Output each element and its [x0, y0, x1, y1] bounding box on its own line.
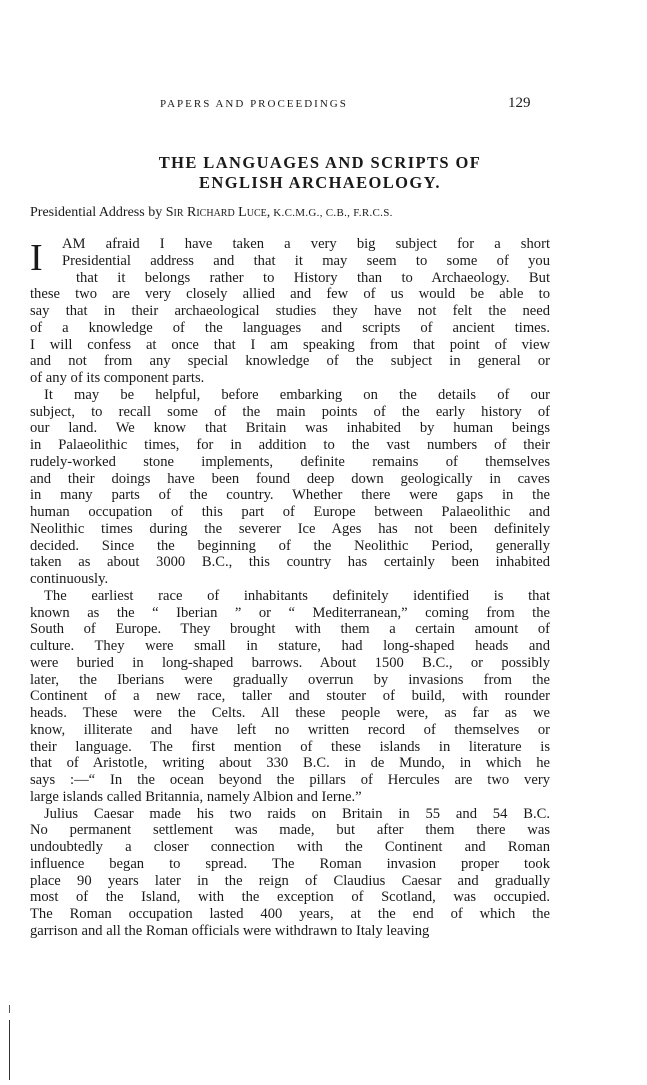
body-line: know, illiterate and have left no written record of themselves or [30, 721, 550, 738]
margin-mark [9, 1005, 10, 1013]
body-line: rudely-worked stone implements, definite remains of themselves [30, 453, 550, 470]
body-line: known as the “ Iberian ” or “ Mediterranean,” coming from the [30, 604, 550, 621]
byline-author: Sir Richard Luce, [165, 205, 271, 220]
body-line: heads. These were the Celts. All these people were, as far as we [30, 705, 550, 721]
body-line: these two are very closely allied and few of us would be able to [30, 286, 550, 303]
body-line: Presidential address and that it may seem to some of you [62, 252, 550, 269]
body-line: our land. We know that Britain was inhabited by human beings [30, 420, 550, 437]
body-line: say that in their archaeological studies they have not felt the need [30, 303, 550, 319]
title-line-1: THE LANGUAGES AND SCRIPTS OF [158, 153, 482, 172]
body-line: in many parts of the country. Whether there were gaps in the [30, 487, 550, 504]
body-line: says :—“ In the ocean beyond the pillars of Hercules are two very [30, 772, 550, 788]
body-line: in Palaeolithic times, for in addition to the vast numbers of their [30, 437, 550, 453]
body-line: and not from any special knowledge of the subject in general or [30, 353, 550, 370]
body-line: influence began to spread. The Roman invasion proper took [30, 855, 550, 872]
body-line: The Roman occupation lasted 400 years, at the end of which the [30, 906, 550, 922]
body-line: Neolithic times during the severer Ice Ages has not been definitely [30, 520, 550, 537]
title-line-2: ENGLISH ARCHAEOLOGY. [199, 173, 441, 192]
body-line: Continent of a new race, taller and stouter of build, with rounder [30, 688, 550, 705]
body-line: Julius Caesar made his two raids on Britain in 55 and 54 B.C. [44, 805, 550, 822]
byline [30, 205, 590, 221]
body-line: decided. Since the beginning of the Neolithic Period, generally [30, 537, 550, 554]
body-line: were buried in long-shaped barrows. About 1500 B.C., or possibly [30, 654, 550, 671]
byline-prefix: Presidential Address by [30, 205, 166, 220]
body-line: human occupation of this part of Europe between Palaeolithic and [30, 504, 550, 520]
page-number: 129 [508, 95, 531, 111]
body-line: of any of its component parts. [30, 370, 205, 386]
body-line: South of Europe. They brought with them a certain amount of [30, 621, 550, 638]
body-line: and their doings have been found deep down geologically in caves [30, 470, 550, 487]
body-line: place 90 years later in the reign of Claudius Caesar and gradually [30, 872, 550, 889]
body-line: undoubtedly a closer connection with the Continent and Roman [30, 839, 550, 855]
body-line: garrison and all the Roman officials were withdrawn to Italy leaving [30, 922, 430, 939]
body-line: continuously. [30, 571, 109, 587]
drop-cap: I [30, 237, 43, 279]
margin-rule [9, 1020, 10, 1080]
body-line: most of the Island, with the exception of Scotland, was occupied. [30, 889, 550, 906]
body-line: taken as about 3000 B.C., this country has certainly been inhabited [30, 554, 550, 571]
body-line: their language. The first mention of these islands in literature is [30, 738, 550, 755]
body-line: AM afraid I have taken a very big subject for a short [62, 236, 550, 252]
body-line: I will confess at once that I am speaking from that point of view [30, 336, 550, 353]
body-line: later, the Iberians were gradually overrun by invasions from the [30, 671, 550, 688]
body-line: It may be helpful, before embarking on the details of our [44, 386, 550, 403]
body-line: The earliest race of inhabitants definitely identified is that [44, 587, 550, 604]
running-head: PAPERS AND PROCEEDINGS [160, 98, 348, 110]
body-line: large islands called Britannia, namely Albion and Ierne.” [30, 788, 362, 805]
body-line: No permanent settlement was made, but after them there was [30, 822, 550, 839]
body-line: that of Aristotle, writing about 330 B.C. in de Mundo, in which he [30, 755, 550, 772]
body-line: that it belongs rather to History than to Archaeology. But [76, 269, 550, 286]
article-title [60, 153, 580, 193]
byline-honours: K.C.M.G., C.B., F.R.C.S. [270, 207, 393, 219]
article-body [30, 236, 550, 940]
body-line: culture. They were small in stature, had long-shaped heads and [30, 638, 550, 654]
body-line: subject, to recall some of the main points of the early history of [30, 403, 550, 420]
body-line: of a knowledge of the languages and scripts of ancient times. [30, 319, 550, 336]
